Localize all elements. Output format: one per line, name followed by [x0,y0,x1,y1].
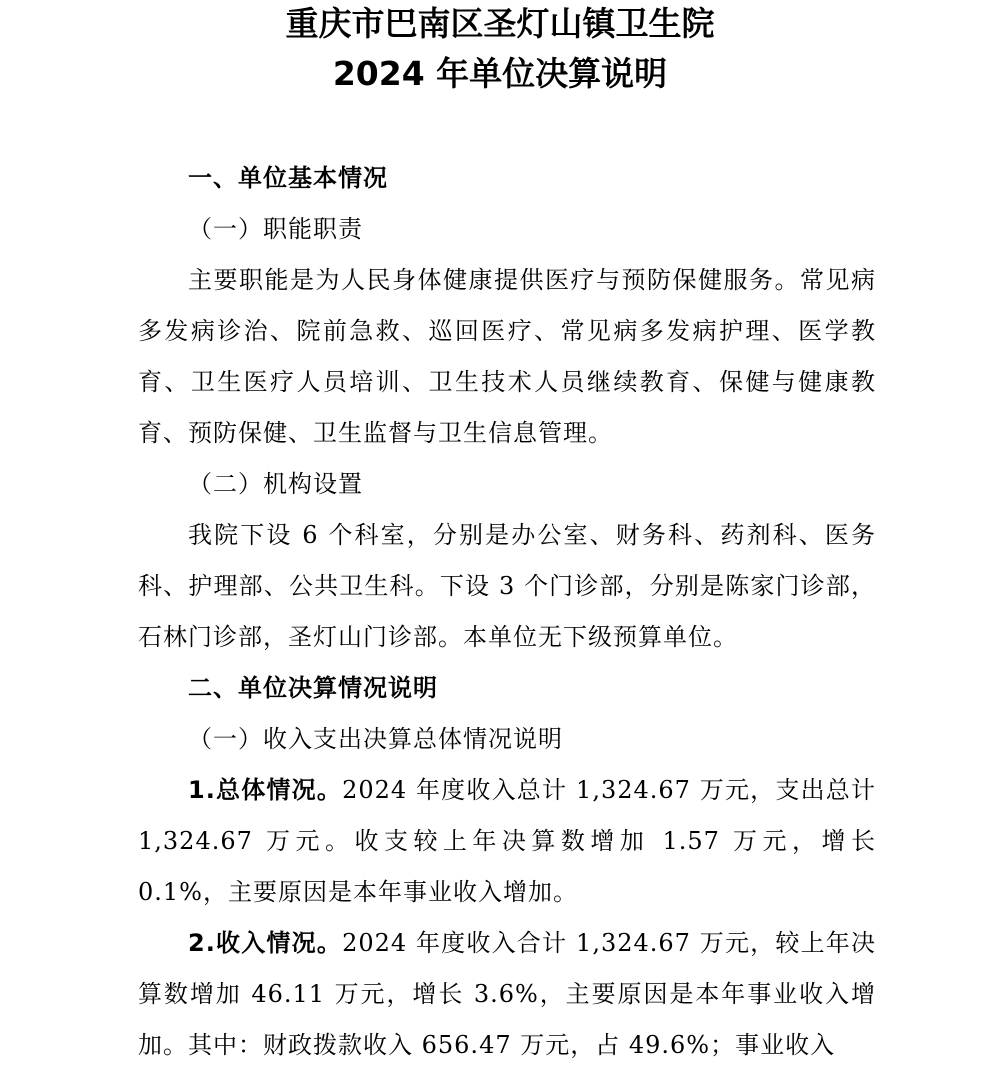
income-situation-lead: 2.收入情况。 [188,929,343,957]
subsection-heading-organization: （二）机构设置 [188,470,363,498]
paragraph-organization: 我院下设 6 个科室，分别是办公室、财务科、药剂科、医务科、护理部、公共卫生科。下设 3 个门诊部，分别是陈家门诊部，石林门诊部，圣灯山门诊部。本单位无下级预算单位。 [138,521,876,651]
document-body [138,153,876,1071]
document-title-line1: 重庆市巴南区圣灯山镇卫生院 [285,4,715,43]
section-heading-basic-info: 一、单位基本情况 [188,164,388,192]
overall-situation-text: 2024 年度收入总计 1,324.67 万元，支出总计 1,324.67 万元。收支较上年决算数增加 1.57 万元，增长 0.1%，主要原因是本年事业收入增加。 [138,776,876,906]
section-heading-final-accounts: 二、单位决算情况说明 [188,674,438,702]
overall-situation-lead: 1.总体情况。 [188,776,343,804]
subsection-heading-functions: （一）职能职责 [188,215,363,243]
income-situation-text: 2024 年度收入合计 1,324.67 万元，较上年决算数增加 46.11 万元，增长 3.6%，主要原因是本年事业收入增加。其中：财政拨款收入 656.47 万元，占 49.6%；事业收入 [138,929,876,1059]
document-title-line2: 2024 年单位决算说明 [332,54,668,93]
paragraph-income-situation [138,918,876,1071]
paragraph-functions: 主要职能是为人民身体健康提供医疗与预防保健服务。常见病多发病诊治、院前急救、巡回医疗、常见病多发病护理、医学教育、卫生医疗人员培训、卫生技术人员继续教育、保健与健康教育、预防保健、卫生监督与卫生信息管理。 [138,266,876,447]
subsection-heading-income-expense: （一）收入支出决算总体情况说明 [188,725,563,753]
paragraph-overall-situation [138,765,876,918]
